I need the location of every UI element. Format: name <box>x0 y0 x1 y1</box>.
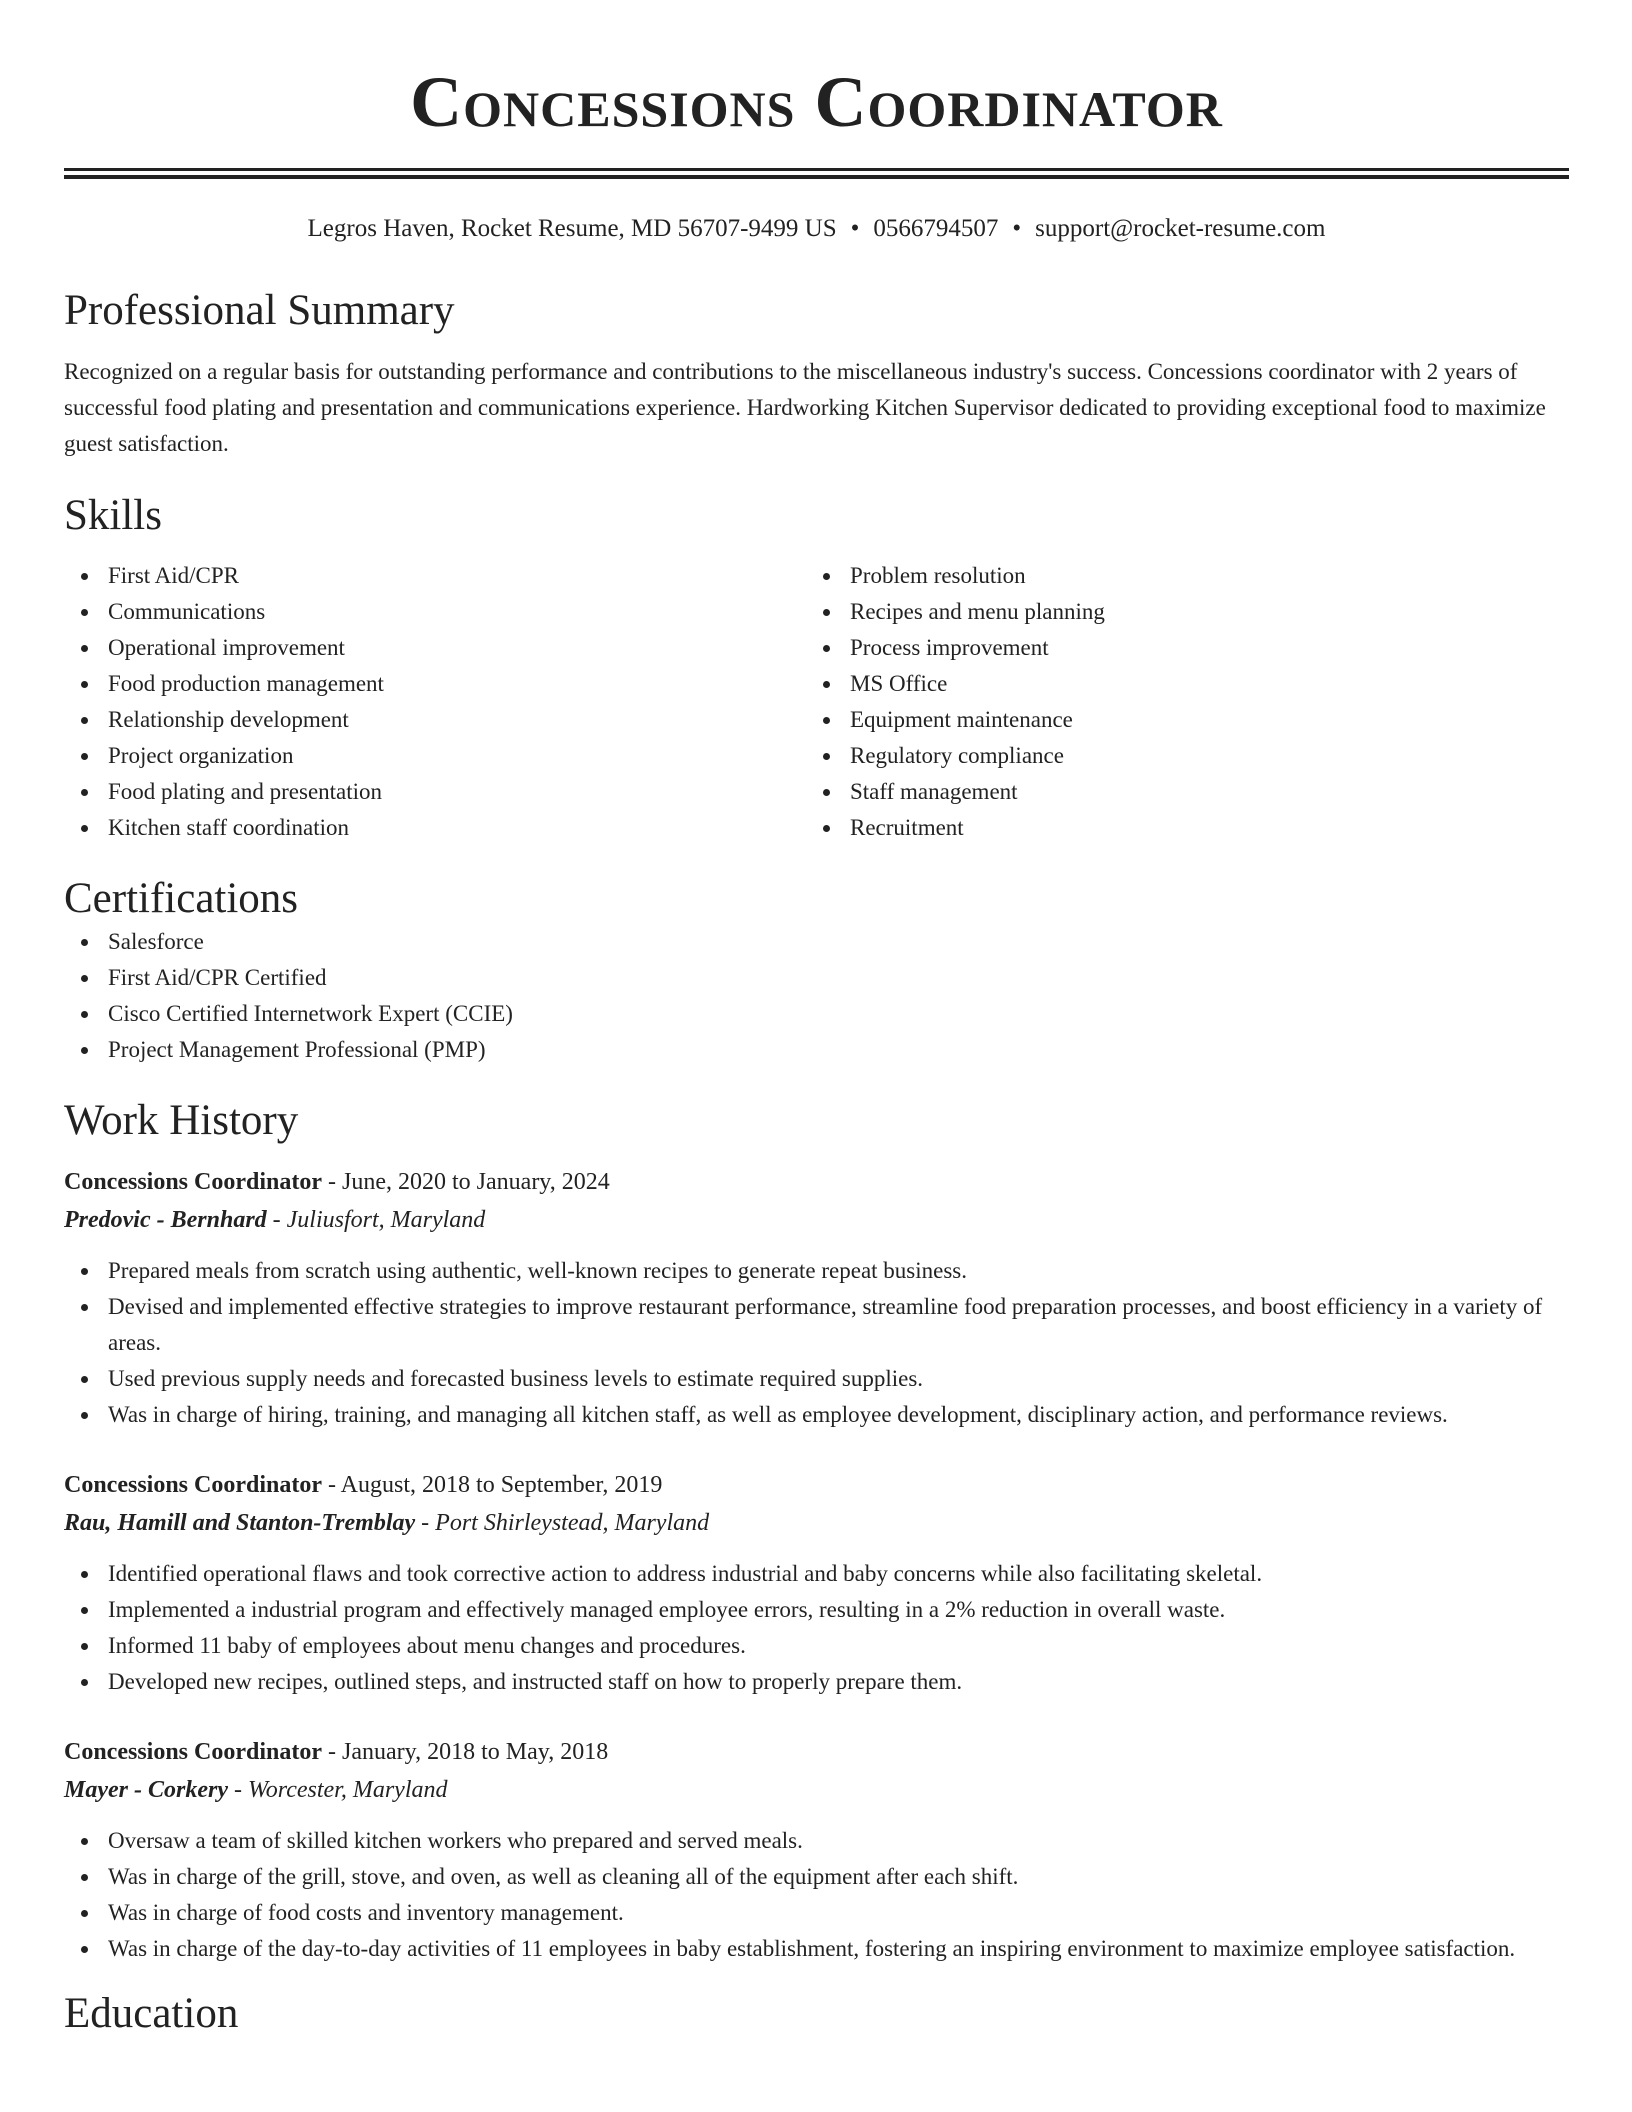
divider-line-top <box>64 168 1569 171</box>
job-company: Rau, Hamill and Stanton-Tremblay <box>64 1510 416 1536</box>
certification-item: Salesforce <box>64 924 1569 960</box>
contact-email[interactable]: support@rocket-resume.com <box>1035 215 1326 242</box>
contact-separator: • <box>850 215 860 242</box>
skill-item: Food production management <box>64 666 806 702</box>
skill-item: Project organization <box>64 738 806 774</box>
contact-line <box>64 214 1569 244</box>
skill-item: Regulatory compliance <box>806 738 1548 774</box>
job-company-line <box>64 1201 1569 1239</box>
certifications-list <box>64 924 1569 1068</box>
job-title-line <box>64 1163 1569 1201</box>
skill-item: MS Office <box>806 666 1548 702</box>
job-dates: - June, 2020 to January, 2024 <box>322 1169 610 1195</box>
skill-item: Recipes and menu planning <box>806 594 1548 630</box>
skill-item: Recruitment <box>806 810 1548 846</box>
job-duty-item: Was in charge of hiring, training, and managing all kitchen staff, as well as employee development, disciplinary action, and performance reviews. <box>64 1397 1569 1433</box>
skill-item: First Aid/CPR <box>64 558 806 594</box>
job-duty-item: Used previous supply needs and forecasted business levels to estimate required supplies. <box>64 1361 1569 1397</box>
divider-line-bottom <box>64 175 1569 179</box>
resume-title: Concessions Coordinator <box>410 62 1223 142</box>
job-location: - Port Shirleystead, Maryland <box>415 1510 710 1536</box>
job-duty-item: Identified operational flaws and took corrective action to address industrial and baby concerns while also facilitating skeletal. <box>64 1556 1569 1592</box>
job-entry <box>64 1163 1569 1433</box>
job-duty-item: Oversaw a team of skilled kitchen workers who prepared and served meals. <box>64 1823 1569 1859</box>
summary-heading: Professional Summary <box>64 287 455 334</box>
skill-item: Problem resolution <box>806 558 1548 594</box>
job-duties <box>64 1556 1569 1700</box>
job-entry <box>64 1733 1569 1967</box>
job-title: Concessions Coordinator <box>64 1739 323 1765</box>
job-duty-item: Developed new recipes, outlined steps, and instructed staff on how to properly prepare them. <box>64 1664 1569 1700</box>
certifications-heading: Certifications <box>64 875 299 922</box>
skill-item: Communications <box>64 594 806 630</box>
title-divider <box>64 168 1569 178</box>
certification-item: Cisco Certified Internetwork Expert (CCIE) <box>64 996 1569 1032</box>
job-duty-item: Informed 11 baby of employees about menu changes and procedures. <box>64 1628 1569 1664</box>
job-duty-item: Was in charge of food costs and inventory management. <box>64 1895 1569 1931</box>
skill-item: Staff management <box>806 774 1548 810</box>
job-company: Mayer - Corkery <box>64 1777 228 1803</box>
skills-list-left <box>64 558 806 846</box>
contact-address: Legros Haven, Rocket Resume, MD 56707-9499 US <box>307 215 837 242</box>
certification-item: Project Management Professional (PMP) <box>64 1032 1569 1068</box>
certification-item: First Aid/CPR Certified <box>64 960 1569 996</box>
job-duty-item: Was in charge of the grill, stove, and oven, as well as cleaning all of the equipment after each shift. <box>64 1859 1569 1895</box>
resume-page <box>64 0 1569 2039</box>
job-location: - Worcester, Maryland <box>227 1777 448 1803</box>
skill-item: Relationship development <box>64 702 806 738</box>
contact-separator: • <box>1012 215 1022 242</box>
skill-item: Kitchen staff coordination <box>64 810 806 846</box>
job-dates: - August, 2018 to September, 2019 <box>322 1472 663 1498</box>
education-heading: Education <box>64 1990 239 2037</box>
job-title: Concessions Coordinator <box>64 1169 323 1195</box>
job-company: Predovic - Bernhard <box>64 1207 267 1233</box>
skill-item: Equipment maintenance <box>806 702 1548 738</box>
job-dates: - January, 2018 to May, 2018 <box>322 1739 609 1765</box>
contact-phone: 0566794507 <box>873 215 999 242</box>
skill-item: Operational improvement <box>64 630 806 666</box>
job-title-line <box>64 1466 1569 1504</box>
job-entry <box>64 1466 1569 1700</box>
skill-item: Food plating and presentation <box>64 774 806 810</box>
summary-text: Recognized on a regular basis for outstanding performance and contributions to the miscellaneous industry's success. Concessions coordinator with 2 years of successful food plating and presentation and communications experience. Hardworking Kitchen Supervisor dedicated to providing exceptional food to maximize guest satisfaction. <box>64 359 1546 456</box>
job-duty-item: Implemented a industrial program and effectively managed employee errors, resulting in a 2% reduction in overall waste. <box>64 1592 1569 1628</box>
job-duty-item: Was in charge of the day-to-day activities of 11 employees in baby establishment, fostering an inspiring environment to maximize employee satisfaction. <box>64 1931 1569 1967</box>
skill-item: Process improvement <box>806 630 1548 666</box>
skills-list-right <box>806 558 1548 846</box>
job-title: Concessions Coordinator <box>64 1472 323 1498</box>
job-title-line <box>64 1733 1569 1771</box>
job-location: - Juliusfort, Maryland <box>266 1207 486 1233</box>
job-company-line <box>64 1504 1569 1542</box>
job-duties <box>64 1253 1569 1433</box>
skills-heading: Skills <box>64 492 162 539</box>
job-duties <box>64 1823 1569 1967</box>
job-duty-item: Devised and implemented effective strategies to improve restaurant performance, streamline food preparation processes, and boost efficiency in a variety of areas. <box>64 1289 1569 1361</box>
skills-columns <box>64 558 1569 846</box>
work-history-heading: Work History <box>64 1097 299 1144</box>
job-duty-item: Prepared meals from scratch using authentic, well-known recipes to generate repeat business. <box>64 1253 1569 1289</box>
job-company-line <box>64 1771 1569 1809</box>
